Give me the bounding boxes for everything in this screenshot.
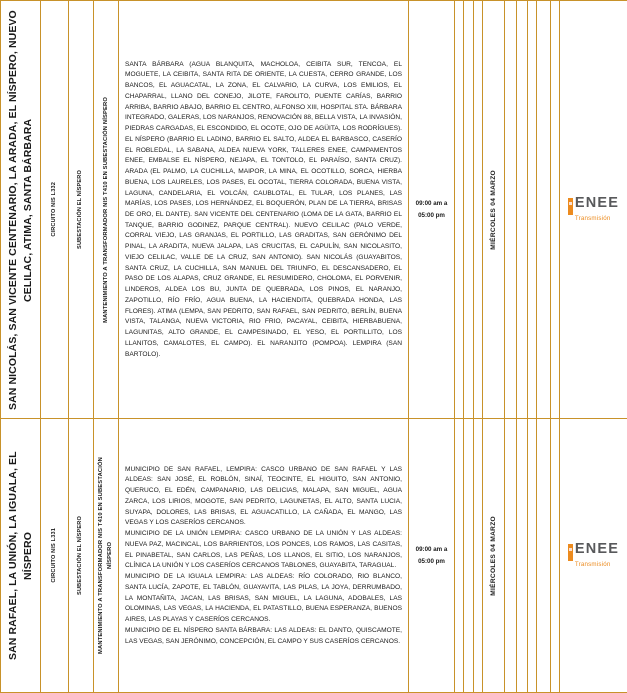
substation-cell bbox=[69, 1, 94, 419]
enee-logo bbox=[568, 195, 619, 224]
spacer-column-3 bbox=[474, 1, 483, 419]
time-start: 09:00 am a bbox=[412, 544, 451, 555]
work-description-label: MANTENIMIENTO A TRANSFORMADOR NIS T410 EN SUBESTACIÓN NÍSPERO bbox=[97, 448, 115, 663]
spacer-column-7 bbox=[537, 419, 551, 693]
spacer-column-2 bbox=[464, 1, 474, 419]
affected-areas-cell bbox=[119, 1, 409, 419]
logo-tagline: Transmisión bbox=[575, 216, 619, 222]
schedule-time bbox=[409, 198, 454, 221]
affected-areas-paragraph: MUNICIPIO DE LA IGUALA LEMPIRA: LAS ALDEAS: RÍO COLORADO, RIO BLANCO, SANTA LUCÍA, ZAPOTE, EL TABLÓN, GUAYAVITA, LAS PILAS, LA JOYA, DERRUMBADO, LA MONTAÑITA, JACAN, LAS BRISAS, SAN MIGUEL, LA LAGUNA, ADOBALES, LAS OLOMINAS, LAS VEGAS, LA HACIENDA, EL PATASTILLO, BUENA ESPERANZA, BUENOS AIRES, LAS PLAYAS Y CASERÍOS CERCANOS. bbox=[125, 572, 402, 626]
enee-logo-mark-icon bbox=[568, 198, 573, 215]
time-end: 05:00 pm bbox=[412, 210, 451, 221]
schedule-time bbox=[409, 544, 454, 567]
substation-cell bbox=[69, 419, 94, 693]
table-row bbox=[1, 419, 627, 693]
circuit-label: CIRCUITO NIS L331 bbox=[51, 528, 59, 583]
affected-areas-paragraph: MUNICIPIO DE LA UNIÓN LEMPIRA: CASCO URBANO DE LA UNIÓN Y LAS ALDEAS: NUEVA PAZ, MACINCAL, LOS BARRIENTOS, LOS PONCES, LOS RAMOS, LAS CASITAS, EL PINABETAL, SAN CARLOS, LAS PEÑAS, LOS LLANOS, EL SITIO, LOS NARANJOS, CLÍNICA LA UNIÓN Y LOS CASERÍOS CERCANOS TABLONES, GUAYABITA, TARAGUAL. bbox=[125, 529, 402, 572]
enee-logo bbox=[568, 541, 619, 570]
zone-cell bbox=[1, 419, 41, 693]
circuit-label: CIRCUITO NIS L332 bbox=[51, 182, 59, 237]
work-description-cell bbox=[94, 1, 119, 419]
table-row bbox=[1, 1, 627, 419]
logo-name: ENEE bbox=[575, 543, 619, 557]
date-label: MIÉRCOLES 04 MARZO bbox=[490, 516, 497, 596]
time-start: 09:00 am a bbox=[412, 198, 451, 209]
work-description-cell bbox=[94, 419, 119, 693]
spacer-column-2 bbox=[464, 419, 474, 693]
substation-label: SUBESTACIÓN EL NÍSPERO bbox=[77, 170, 85, 249]
spacer-column-1 bbox=[455, 419, 464, 693]
date-cell bbox=[483, 419, 505, 693]
circuit-cell bbox=[41, 1, 69, 419]
time-end: 05:00 pm bbox=[412, 556, 451, 567]
spacer-column-4 bbox=[505, 419, 517, 693]
logo-row bbox=[568, 543, 619, 561]
spacer-column-8 bbox=[551, 419, 560, 693]
spacer-column-7 bbox=[537, 1, 551, 419]
spacer-column-6 bbox=[528, 419, 537, 693]
substation-label: SUBESTACIÓN EL NÍSPERO bbox=[77, 516, 85, 595]
zone-label: SAN NICOLÁS, SAN VICENTE CENTENARIO, LA ARADA, EL NÍSPERO, NUEVO CELILAC, ATIMA, SANTA BÁRBARA bbox=[6, 10, 36, 410]
affected-areas-paragraph: MUNICIPIO DE EL NÍSPERO SANTA BÁRBARA: LAS ALDEAS: EL DANTO, QUISCAMOTE, LAS VEGAS, SAN JERÓNIMO, CONCEPCIÓN, EL CAMPO Y SUS CASERÍOS CERCANOS. bbox=[125, 626, 402, 647]
schedule-cell bbox=[409, 1, 455, 419]
affected-areas-text: SANTA BÁRBARA (AGUA BLANQUITA, MACHOLOA, CEIBITA SUR, TENCOA, EL MOGUETE, LA CEIBITA, SANTA RITA DE ORIENTE, LA CUESTA, CERRO GRANDE, LOS BANCOS, EL AGUACATAL, LA ZONA, EL CALVARIO, LA CURVA, LOS EMILIOS, EL CHAPARRAL, LLANO DEL CONEJO, JILOTE, FAROLITO, PUENTE CARÍAS, BARRIO ARRIBA, BARRIO ABAJO, BARRIO EL CENTRO, ALFONSO XIII, HOSPITAL STA. BÁRBARA INTEGRADO, GALERAS, LOS NARANJOS, RENOVACIÓN 88, BELLA VISTA, LA INVASIÓN, PIEDRAS CARGADAS, EL ESCONDIDO, EL OCOTE, OJO DE AGÜITA, LOS RODRÍGUES). EL NÍSPERO (BARRIO EL LADINO, BARRIO EL SALTO, ALDEA EL BARBASCO, CASERÍO EL ROBLEDAL, LA SABANA, ALDEA NUEVA YORK, TALLERES ENEE, CAMPAMENTOS ENEE, EMBALSE EL NÍSPERO, NEJAPA, EL TONTOLO, EL PARAÍSO, SANTA CRUZ). ARADA (EL PALMO, LA CUCHILLA, MAIPOR, LA MINA, EL OCOTILLO, SORCA, HIERBA BUENA, LOS LAURELES, LOS PASES, EL OCOTAL, TIERRA COLORADA, BUENA VISTA, LAGUNA, CANDELARIA, EL VOLCÁN, CAUBLOTAL, EL TULAR, LOS PLANES, LAS MARÍAS, LOS PASES, LOS HERNÁNDEZ, EL BOQUERÓN, PLAN DE LA TIERRA, BRISAS DE ORO, EL DANTE). SAN VICENTE DEL CENTENARIO (LOMA DE LA GATA, BARRIO EL TANQUE, BARRIO GODINEZ, PARQUE CENTRAL). NUEVO CELILAC (PALO VERDE, CORRAL VIEJO, LAS GRANJAS, EL PORTILLO, LAS GRADITAS, SAN GERÓNIMO DEL PINAL, LA ARADITA, NUEVA JALAPA, LAS CRUCITAS, EL CAPULÍN, SAN NICOLASITO, VIEJO CELILAC, VALLE DE LA CRUZ, SAN ANTONIO). SAN NICOLÁS (GUAYABITOS, SANTA CRUZ, LA CUCHILLA, SAN MANUEL DEL TRIUNFO, EL DESCANSADERO, EL PASO DE LOS ALAPAS, CRUZ GRANDE, EL RESUMIDERO, CHOLOMA, EL PORVENIR, LINDEROS, ALDEA LOS BU, JUNTA DE QUEBRADA, LOS PINOS, EL NARANJO, ZAPOTILLO, RÍO FRÍO, AGUA BUENA, LA HACIENDITA, QUEBRADA HONDA, LAS FLORES). ATIMA (LEMPA, SAN PEDRITO, SAN RAFAEL, SAN PEDRITO, BERLÍN, BUENA VISTA, TALANGA, NUEVA VICTORIA, RIO FRIO, PACAYAL, CEIBITA, HIERBABUENA, LAGUNITAS, ALTO GRANDE, EL CAMPESINADO, EL YESO, EL PORTILLITO, LOS LLANITOS, CAMALOTES, EL CAMPO). EL NARANJITO (POMPOA). LEMPIRA (SAN BARTOLO). bbox=[119, 55, 408, 365]
enee-logo-mark-icon bbox=[568, 544, 573, 561]
logo-cell bbox=[560, 419, 627, 693]
date-label: MIÉRCOLES 04 MARZO bbox=[490, 170, 497, 250]
zone-cell bbox=[1, 1, 41, 419]
spacer-column-1 bbox=[455, 1, 464, 419]
spacer-column-8 bbox=[551, 1, 560, 419]
date-cell bbox=[483, 1, 505, 419]
spacer-column-5 bbox=[517, 419, 528, 693]
spacer-column-6 bbox=[528, 1, 537, 419]
logo-cell bbox=[560, 1, 627, 419]
circuit-cell bbox=[41, 419, 69, 693]
work-description-label: MANTENIMIENTO A TRANSFORMADOR NIS T410 EN SUBESTACIÓN NÍSPERO bbox=[102, 97, 111, 323]
logo-name: ENEE bbox=[575, 197, 619, 211]
zone-label: SAN RAFAEL, LA UNIÓN, LA IGUALA, EL NÍSPERO bbox=[6, 431, 36, 681]
logo-tagline: Transmisión bbox=[575, 562, 619, 568]
schedule-cell bbox=[409, 419, 455, 693]
spacer-column-3 bbox=[474, 419, 483, 693]
logo-row bbox=[568, 197, 619, 215]
spacer-column-5 bbox=[517, 1, 528, 419]
spacer-column-4 bbox=[505, 1, 517, 419]
affected-areas-cell bbox=[119, 419, 409, 693]
affected-areas-text bbox=[119, 460, 408, 651]
affected-areas-paragraph: MUNICIPIO DE SAN RAFAEL, LEMPIRA: CASCO URBANO DE SAN RAFAEL Y LAS ALDEAS: SAN JOSÉ, EL ROBLÓN, SINAÍ, TEOCINTE, EL HIGUITO, SAN ANTONIO, QUERUCO, EL EDÉN, CAMPANARIO, LAS DELICIAS, MALAPA, SAN MIGUEL, AGUA ZARCA, LOS LIRIOS, MOGOTE, SAN PEDRITO, LAGUNETAS, EL ALTO, SANTA LUCIA, SUYAPA, DOLORES, LAS BRISAS, EL AGUACATILLO, LA CAÑADA, EL MANGO, LAS VEGAS Y LOS CASERÍOS CERCANOS. bbox=[125, 465, 402, 529]
